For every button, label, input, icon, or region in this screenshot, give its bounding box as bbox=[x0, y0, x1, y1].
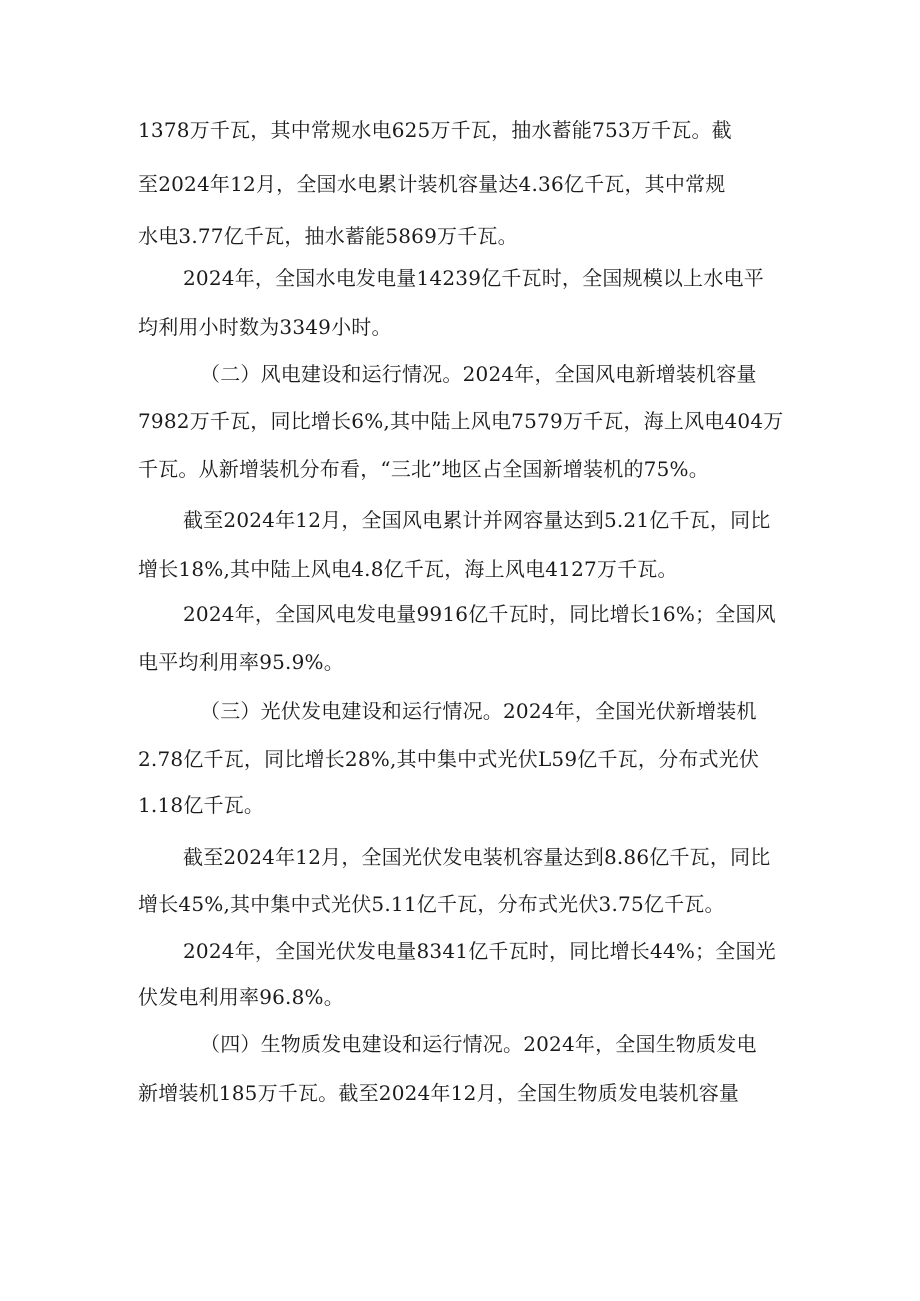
text-line: 2024年，全国水电发电量14239亿千瓦时，全国规模以上水电平 bbox=[183, 266, 764, 290]
text-line: 伏发电利用率96.8%。 bbox=[138, 985, 344, 1009]
section-heading-line: （二）风电建设和运行情况。2024年，全国风电新增装机容量 bbox=[200, 362, 757, 386]
text-line: 截至2024年12月，全国风电累计并网容量达到5.21亿千瓦，同比 bbox=[183, 508, 771, 532]
text-line: 1.18亿千瓦。 bbox=[138, 793, 265, 817]
text-line: 水电3.77亿千瓦，抽水蓄能5869万千瓦。 bbox=[138, 224, 518, 248]
text-line: 2024年，全国风电发电量9916亿千瓦时，同比增长16%；全国风 bbox=[183, 602, 776, 626]
section-heading-line: （四）生物质发电建设和运行情况。2024年，全国生物质发电 bbox=[200, 1032, 757, 1056]
section-heading-line: （三）光伏发电建设和运行情况。2024年，全国光伏新增装机 bbox=[200, 699, 757, 723]
text-line: 增长45%,其中集中式光伏5.11亿千瓦，分布式光伏3.75亿千瓦。 bbox=[138, 892, 725, 916]
text-line: 1378万千瓦，其中常规水电625万千瓦，抽水蓄能753万千瓦。截 bbox=[138, 118, 732, 142]
text-line: 2024年，全国光伏发电量8341亿千瓦时，同比增长44%；全国光 bbox=[183, 939, 776, 963]
text-line: 新增装机185万千瓦。截至2024年12月，全国生物质发电装机容量 bbox=[138, 1081, 740, 1105]
text-line: 电平均利用率95.9%。 bbox=[138, 650, 344, 674]
text-line: 7982万千瓦，同比增长6%,其中陆上风电7579万千瓦，海上风电404万 bbox=[138, 409, 784, 433]
text-line: 增长18%,其中陆上风电4.8亿千瓦，海上风电4127万千瓦。 bbox=[138, 557, 678, 581]
text-line: 至2024年12月，全国水电累计装机容量达4.36亿千瓦，其中常规 bbox=[138, 172, 726, 196]
text-line: 均利用小时数为3349小时。 bbox=[138, 315, 392, 339]
text-line: 千瓦。从新增装机分布看，“三北”地区占全国新增装机的75%。 bbox=[138, 457, 709, 481]
text-line: 截至2024年12月，全国光伏发电装机容量达到8.86亿千瓦，同比 bbox=[183, 845, 771, 869]
text-line: 2.78亿千瓦，同比增长28%,其中集中式光伏L59亿千瓦，分布式光伏 bbox=[138, 747, 760, 771]
